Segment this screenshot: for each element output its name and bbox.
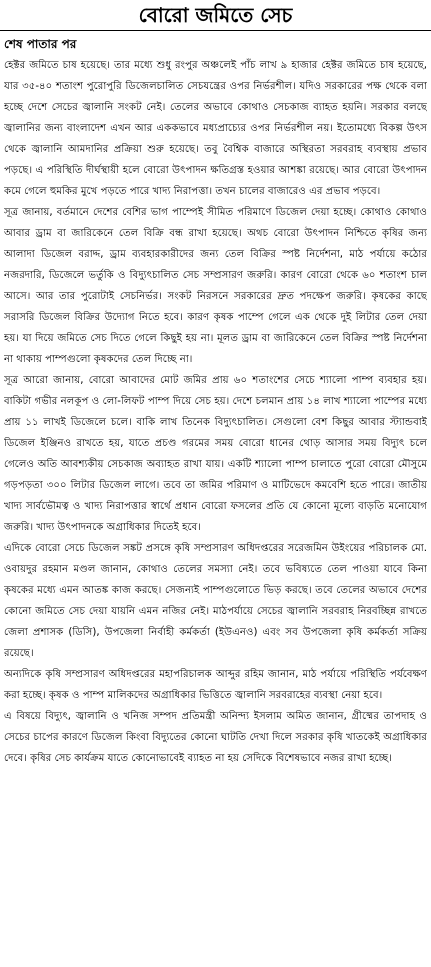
article-body: [4, 55, 427, 961]
article-paragraph-4: এদিকে বোরো সেচে ডিজেল সঙ্কট প্রসঙ্গে কৃষি সম্প্রসারণ অধিদপ্তরের সরেজমিন উইংয়ের পরিচালক মো. ওবায়দুর রহমান মণ্ডল জানান, কোথাও তেলের সমস্যা নেই। তবে ভবিষ্যতে তেল পাওয়া যাবে কিনা কৃষকের মধ্যে এমন আতঙ্ক কাজ করছে। সেজন্যই পাম্পগুলোতে ভিড় করছে। তবে তেলের অভাবে দেশের কোনো জমিতে সেচ দেয়া যায়নি এমন নজির নেই। মাঠপর্যায়ে সেচের জ্বালানি সরবরাহ নিরবচ্ছিন্ন রাখতে জেলা প্রশাসক (ডিসি), উপজেলা নির্বাহী কর্মকর্তা (ইউএনও) এবং সব উপজেলা কৃষি কর্মকর্তা সক্রিয় রয়েছে।: [4, 543, 427, 659]
article-title: বোরো জমিতে সেচ: [0, 0, 431, 31]
continuation-label: শেষ পাতার পর: [4, 37, 77, 51]
article-paragraph-1: হেক্টর জমিতে চাষ হয়েছে। তার মধ্যে শুধু রংপুর অঞ্চলেই পাঁচ লাখ ৯ হাজার হেক্টর জমিতে চাষ হয়েছে, যার ৩৫-৪০ শতাংশ পুরোপুরি ডিজেলচালিত সেচযন্ত্রের ওপর নির্ভরশীল। যদিও সরকারের পক্ষ থেকে বলা হচ্ছে দেশে সেচের জ্বালানি সংকট নেই। তেলের অভাবে কোথাও সেচকাজ ব্যাহত হয়নি। সরকার বলছে জ্বালানির জন্য বাংলাদেশ এখন আর এককভাবে মধ্যপ্রাচ্যের ওপর নির্ভরশীল নয়। ইতোমধ্যে বিকল্প উৎস থেকে জ্বালানি আমদানির প্রক্রিয়া শুরু হয়েছে। তবু বৈশ্বিক বাজারে অস্থিরতা সরবরাহ ব্যবস্থায় প্রভাব পড়ছে। এ পরিস্থিতি দীর্ঘস্থায়ী হলে বোরো উৎপাদন ক্ষতিগ্রস্ত হওয়ার আশঙ্কা রয়েছে। আর বোরো উৎপাদন কমে গেলে হুমকির মুখে পড়তে পারে খাদ্য নিরাপত্তা। তখন চালের বাজারেও এর প্রভাব পড়বে।: [4, 60, 427, 197]
article-paragraph-6: এ বিষয়ে বিদ্যুৎ, জ্বালানি ও খনিজ সম্পদ প্রতিমন্ত্রী অনিন্দ্য ইসলাম অমিত জানান, গ্রীষ্মের তাপদাহ ও সেচের চাপের কারণে ডিজেল কিংবা বিদ্যুতের কোনো ঘাটতি দেখা দিলে সরকার কৃষি খাতকেই অগ্রাধিকার দেবে। কৃষির সেচ কার্যক্রম যাতে কোনোভাবেই ব্যাহত না হয় সেদিকে বিশেষভাবে নজর রাখা হচ্ছে।: [4, 711, 427, 764]
article-paragraph-2: সূত্র জানায়, বর্তমানে দেশের বেশির ভাগ পাম্পেই সীমিত পরিমাণে ডিজেল দেয়া হচ্ছে। কোথাও কোথাও আবার ড্রাম বা জারিকেনে তেল বিক্রি বন্ধ রাখা হয়েছে। অথচ বোরো উৎপাদন নিশ্চিতে কৃষির জন্য আলাদা ডিজেল বরাদ্দ, ড্রাম ব্যবহারকারীদের জন্য তেল বিক্রির স্পষ্ট নির্দেশনা, মাঠ পর্যায়ে কঠোর নজরদারি, ডিজেলে ভর্তুকি ও বিদ্যুৎচালিত সেচ সম্প্রসারণ জরুরি। কারণ বোরো থেকে ৬০ শতাংশ চাল আসে। আর তার পুরোটাই সেচনির্ভর। সংকট নিরসনে সরকারের দ্রুত পদক্ষেপ জরুরি। কৃষকের কাছে সরাসরি ডিজেল বিক্রির উদ্যোগ নিতে হবে। কারণ কৃষক পাম্পে গেলে এক থেকে দুই লিটার তেল দেয়া হয়। যা দিয়ে জমিতে সেচ দিতে গেলে কিছুই হয় না। মূলত ড্রাম বা জারিকেনে তেল বিক্রির স্পষ্ট নির্দেশনা না থাকায় পাম্পগুলো কৃষকদের তেল দিচ্ছে না।: [4, 207, 427, 365]
article-paragraph-3: সূত্র আরো জানায়, বোরো আবাদের মোট জমির প্রায় ৬০ শতাংশের সেচে শ্যালো পাম্প ব্যবহার হয়। বাকিটা গভীর নলকূপ ও লো-লিফট পাম্প দিয়ে সেচ হয়। দেশে চলমান প্রায় ১৪ লাখ শ্যালো পাম্পের মধ্যে প্রায় ১১ লাখই ডিজেলে চলে। বাকি লাখ তিনেক বিদ্যুৎচালিত। সেগুলো বেশ কিছুর আবার স্ট্যান্ডবাই ডিজেল ইঞ্জিনও রাখতে হয়, যাতে প্রচণ্ড গরমের সময় বোরো ধানের থোড় আসার সময় বিদ্যুৎ চলে গেলেও অতি আবশ্যকীয় সেচকাজ অব্যাহত রাখা যায়। একটি শ্যালো পাম্প চালাতে পুরো বোরো মৌসুমে গড়পড়তা ৩০০ লিটার ডিজেল লাগে। তবে তা জমির পরিমাণ ও মাটিভেদে কমবেশি হতে পারে। জাতীয় খাদ্য সার্বভৌমত্ব ও খাদ্য নিরাপত্তার স্বার্থে প্রধান বোরো ফসলের প্রতি যে কোনো মূল্যে বাড়তি মনোযোগ জরুরি। খাদ্য উৎপাদনকে অগ্রাধিকার দিতেই হবে।: [4, 375, 427, 533]
article-paragraph-5: অন্যদিকে কৃষি সম্প্রসারণ অধিদপ্তরের মহাপরিচালক আব্দুর রহিম জানান, মাঠ পর্যায়ে পরিস্থিতি পর্যবেক্ষণ করা হচ্ছে। কৃষক ও পাম্প মালিকদের অগ্রাধিকার ভিত্তিতে জ্বালানি সরবরাহের ব্যবস্থা নেয়া হবে।: [4, 669, 427, 701]
